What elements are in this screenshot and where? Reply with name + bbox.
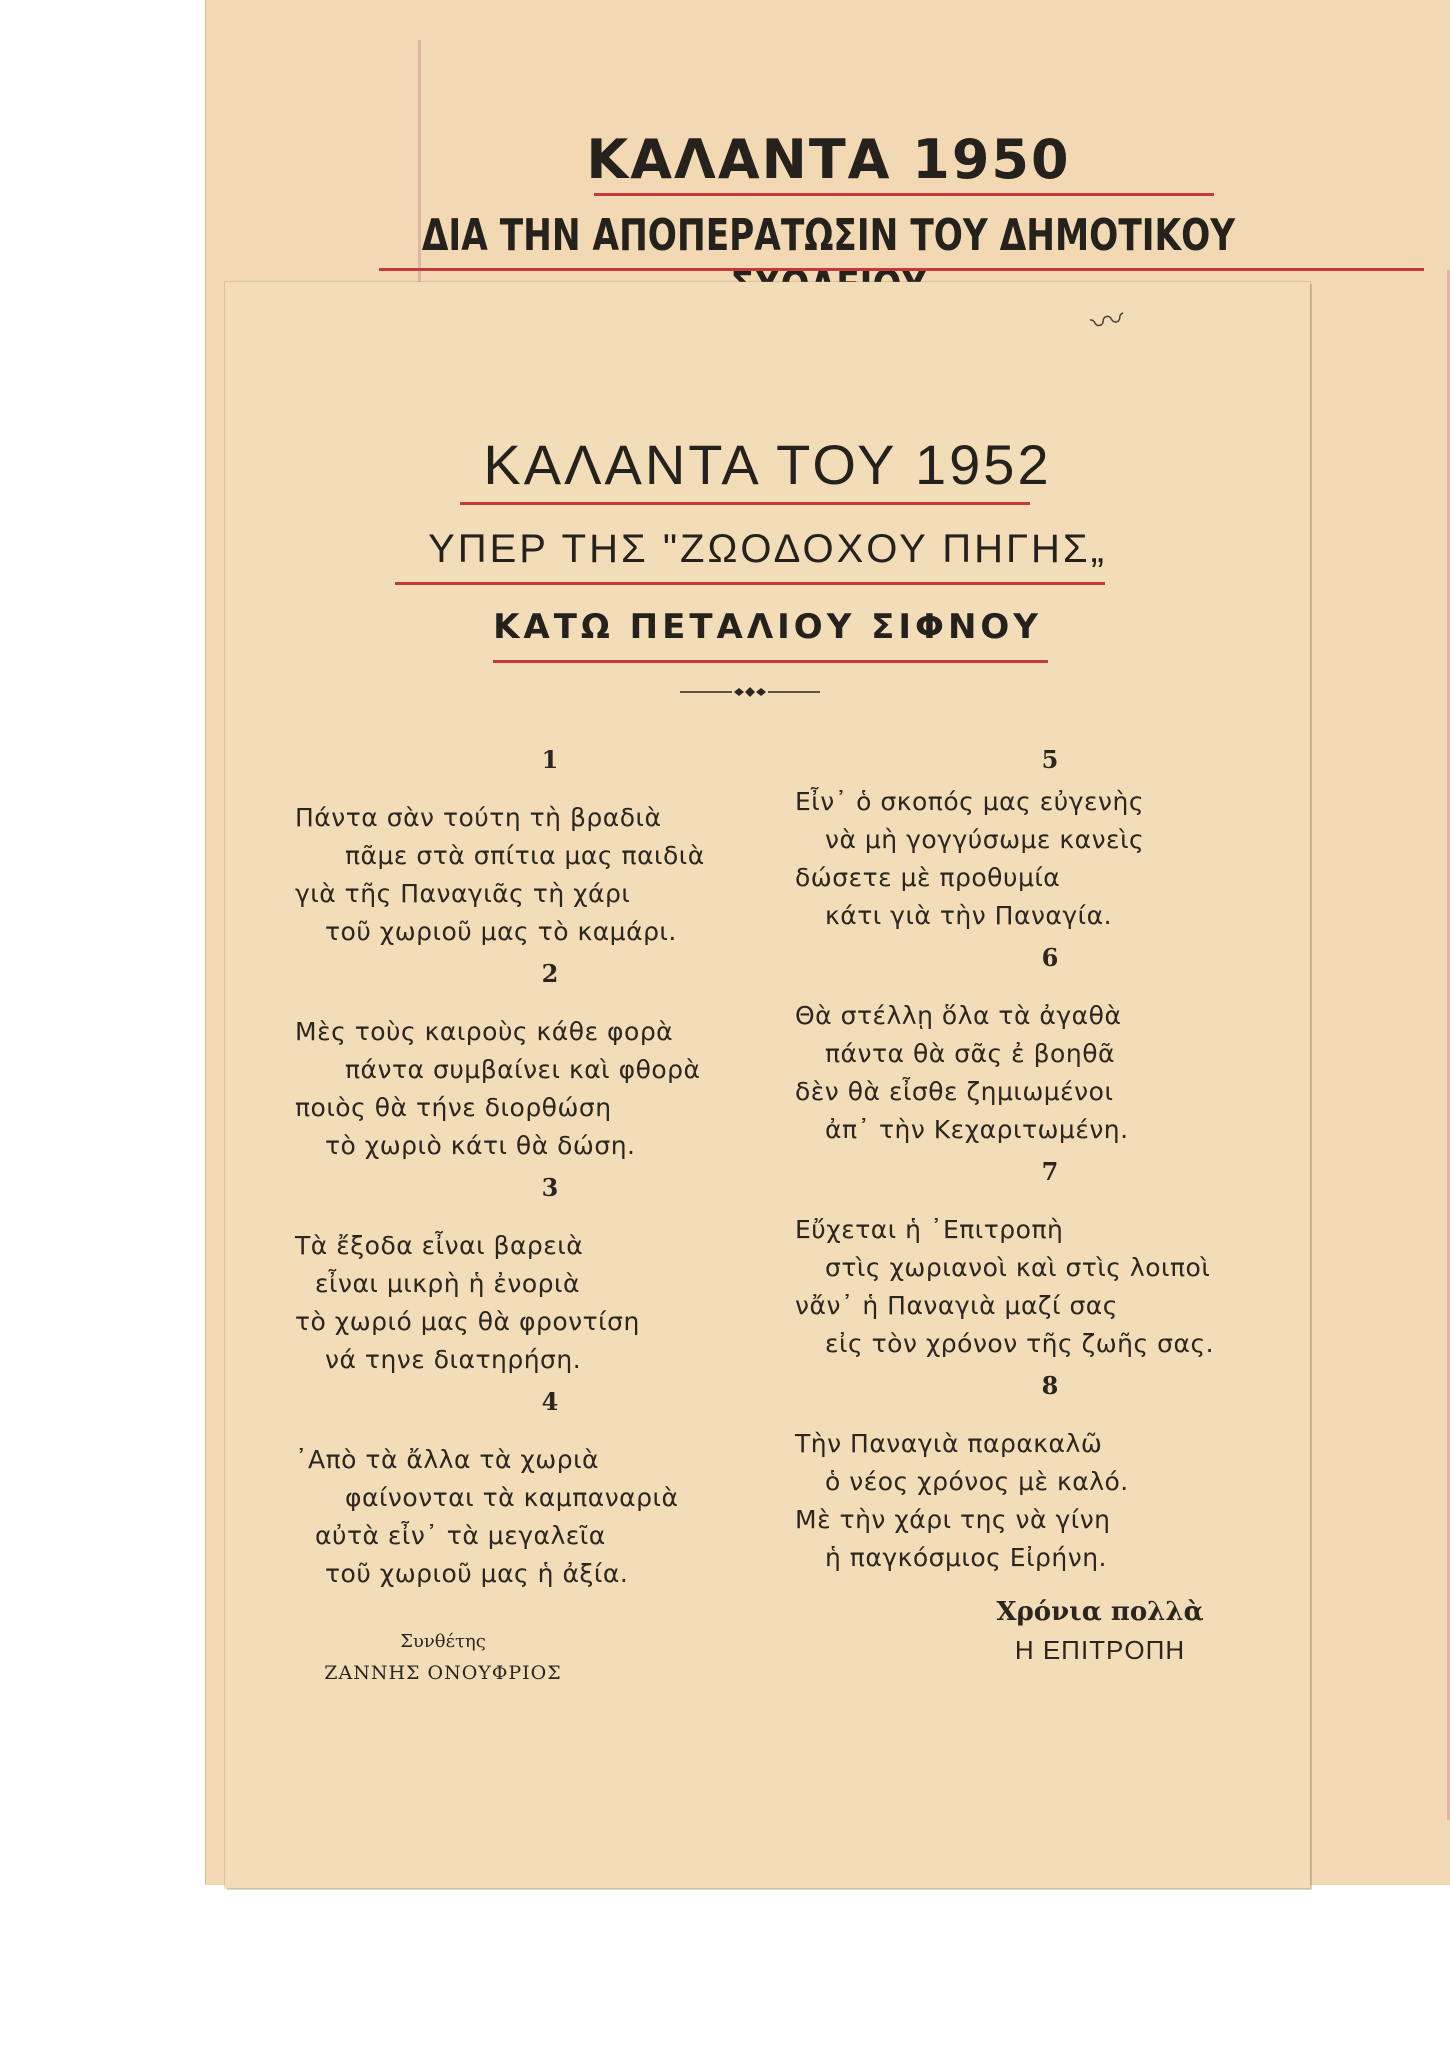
verse-line: ἡ παγκόσμιος Εἰρήνη. [825, 1543, 1107, 1572]
front-location: ΚΑΤΩ ΠΕΤΑΛΙΟΥ ΣΙΦΝΟΥ [493, 607, 1042, 647]
back-title-underline [594, 193, 1214, 196]
front-subtitle-underline [395, 582, 1105, 585]
back-subtitle-underline [379, 268, 1424, 271]
verse-line: τὸ χωριό μας θὰ φροντίση [295, 1307, 640, 1336]
verse-line: Εὔχεται ἡ ᾽Επιτροπὴ [795, 1215, 1064, 1244]
composer-name: ΖΑΝΝΗΣ ΟΝΟΥΦΡΙΟΣ [324, 1662, 562, 1684]
verse-line: τὸ χωριὸ κάτι θὰ δώση. [325, 1131, 636, 1160]
stanza [295, 737, 765, 951]
composer-credit [313, 1627, 573, 1689]
right-verse-column [795, 737, 1265, 1577]
stanza-number: 3 [541, 1173, 559, 1202]
stanza-number: 5 [1041, 745, 1059, 774]
verse-line: Πάντα σὰν τούτη τὴ βραδιὰ [295, 803, 662, 832]
back-subtitle: ΔΙΑ ΤΗΝ ΑΠΟΠΕΡΑΤΩΣΙΝ ΤΟΥ ΔΗΜΟΤΙΚΟΥ [421, 210, 1236, 261]
front-location-underline [493, 660, 1048, 663]
composer-role: Συνθέτης [400, 1631, 486, 1652]
verse-line: εἰς τὸν χρόνον τῆς ζωῆς σας. [825, 1329, 1215, 1358]
stanza-number: 6 [1041, 943, 1059, 972]
verse-line: γιὰ τῆς Παναγιᾶς τὴ χάρι [295, 879, 631, 908]
verse-line: αὐτὰ εἶν᾽ τὰ μεγαλεῖα [315, 1521, 606, 1550]
stanza-number: 4 [541, 1387, 559, 1416]
stanza [795, 935, 1265, 1149]
front-title: ΚΑΛΑΝΤΑ ΤΟΥ 1952 [483, 433, 1052, 496]
stanza-number: 2 [541, 959, 559, 988]
verse-line: φαίνονται τὰ καμπαναριὰ [345, 1483, 679, 1512]
verse-line: πάντα θὰ σᾶς ἐ βοηθᾶ [825, 1039, 1115, 1068]
verse-line: πᾶμε στὰ σπίτια μας παιδιὰ [345, 841, 705, 870]
pen-scribble-mark: 〰 [1086, 298, 1129, 346]
verse-line: ποιὸς θὰ τήνε διορθώση [295, 1093, 612, 1122]
verse-line: τοῦ χωριοῦ μας τὸ καμάρι. [325, 917, 677, 946]
verse-line: νὰ μὴ γογγύσωμε κανεὶς [825, 825, 1145, 854]
stanza-number: 1 [541, 745, 559, 774]
verse-line: ᾽Απὸ τὰ ἄλλα τὰ χωριὰ [295, 1445, 600, 1474]
stanza [795, 1363, 1265, 1577]
stanza-number: 7 [1041, 1157, 1059, 1186]
verse-line: νἄν᾽ ἡ Παναγιὰ μαζί σας [795, 1291, 1118, 1320]
stanza [295, 1165, 765, 1379]
verse-line: ἀπ᾽ τὴν Κεχαριτωμένη. [825, 1115, 1129, 1144]
verse-line: Τὰ ἔξοδα εἶναι βαρειὰ [295, 1231, 584, 1260]
verse-line: δὲν θὰ εἶσθε ζημιωμένοι [795, 1077, 1114, 1106]
front-leaflet-1952 [225, 282, 1310, 1888]
closing-wishes [985, 1592, 1215, 1668]
verse-line: ὁ νέος χρόνος μὲ καλό. [825, 1467, 1129, 1496]
verse-line: Εἶν᾽ ὁ σκοπός μας εὐγενὴς [795, 787, 1145, 816]
left-verse-column [295, 737, 765, 1593]
ornament-divider-icon [680, 682, 820, 702]
stanza [295, 951, 765, 1165]
stanza-number: 8 [1041, 1371, 1059, 1400]
verse-line: εἶναι μικρὴ ἡ ἐνοριὰ [315, 1269, 580, 1298]
verse-line: δώσετε μὲ προθυμία [795, 863, 1061, 892]
stanza [295, 1379, 765, 1593]
front-subtitle: ΥΠΕΡ ΤΗΣ "ΖΩΟΔΟΧΟΥ ΠΗΓΗΣ„ [428, 527, 1107, 571]
verse-line: Θὰ στέλλῃ ὅλα τὰ ἀγαθὰ [795, 1001, 1122, 1030]
verse-line: κάτι γιὰ τὴν Παναγία. [825, 901, 1113, 930]
verse-line: πάντα συμβαίνει καὶ φθορὰ [345, 1055, 701, 1084]
verse-line: Τὴν Παναγιὰ παρακαλῶ [795, 1429, 1103, 1458]
verse-line: τοῦ χωριοῦ μας ἡ ἀξία. [325, 1559, 629, 1588]
wishes-text: Χρόνια πολλὰ [996, 1597, 1204, 1627]
front-title-underline [460, 502, 1030, 505]
committee-signature: Η ΕΠΙΤΡΟΠΗ [1014, 1635, 1186, 1665]
back-title: ΚΑΛΑΝΤΑ 1950 [586, 128, 1071, 191]
stanza [795, 737, 1265, 935]
stanza [795, 1149, 1265, 1363]
verse-line: Μὲ τὴν χάρι της νὰ γίνη [795, 1505, 1111, 1534]
verse-line: νά τηνε διατηρήση. [325, 1345, 582, 1374]
verse-line: Μὲς τοὺς καιροὺς κάθε φορὰ [295, 1017, 674, 1046]
verse-line: στὶς χωριανοὶ καὶ στὶς λοιποὶ [825, 1253, 1211, 1282]
